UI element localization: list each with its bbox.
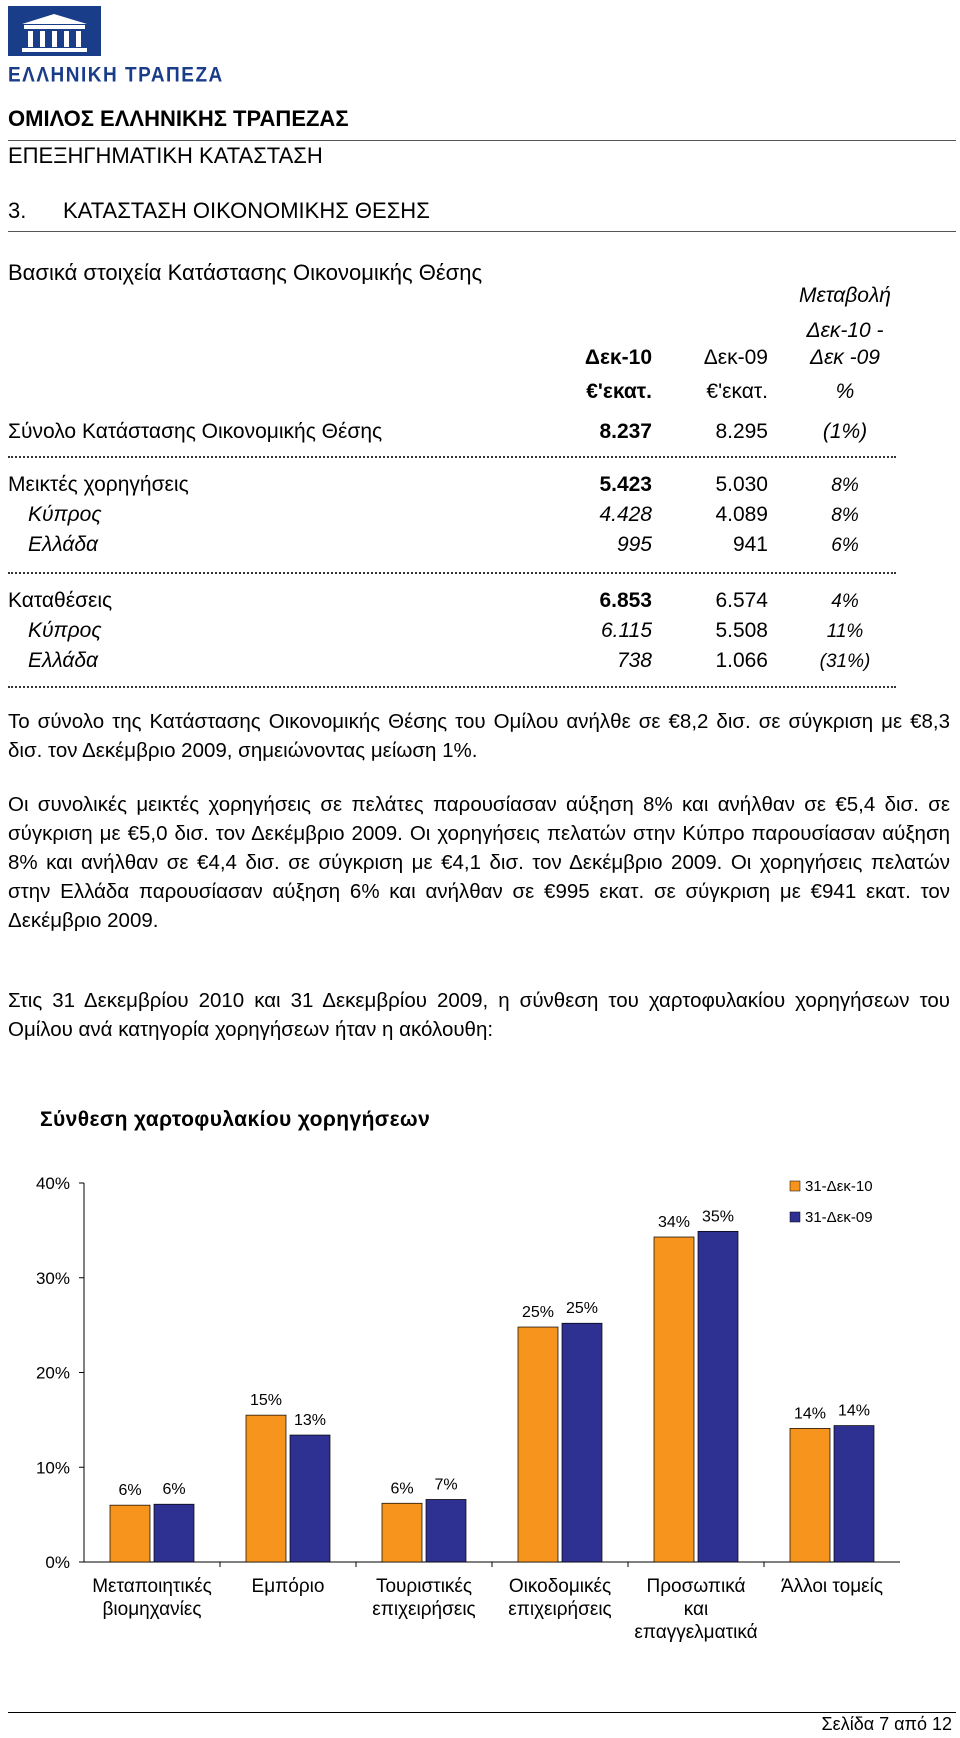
category-label: Τουριστικές — [375, 1576, 473, 1597]
data-label: 6% — [162, 1481, 186, 1499]
data-label: 13% — [293, 1412, 327, 1430]
data-label: 6% — [118, 1482, 142, 1500]
col2-header-unit: €'εκατ. — [706, 380, 768, 403]
bar-dec09 — [290, 1435, 330, 1562]
data-label: 14% — [837, 1402, 871, 1420]
table-row-label: Μεικτές χορηγήσεις — [8, 473, 189, 496]
bar-dec09 — [426, 1499, 466, 1562]
bar-dec09 — [834, 1426, 874, 1562]
table-row-label: Σύνολο Κατάστασης Οικονομικής Θέσης — [8, 420, 383, 443]
table-cell-dec10: 4.428 — [599, 503, 652, 526]
bar-dec09 — [698, 1231, 738, 1562]
table-cell-dec09: 1.066 — [715, 649, 768, 672]
col1-header: Δεκ-10 — [584, 346, 652, 369]
col3-header-line1: Μεταβολή — [799, 284, 891, 307]
table-cell-change: (31%) — [819, 651, 871, 672]
table-cell-dec09: 4.089 — [715, 503, 768, 526]
table-cell-dec09: 5.030 — [715, 473, 768, 496]
category-label: Οικοδομικές — [508, 1576, 612, 1597]
table-row-label: Ελλάδα — [28, 649, 99, 672]
table-cell-dec10: 6.115 — [601, 619, 652, 642]
data-label: 6% — [390, 1480, 414, 1498]
table-cell-change: 8% — [831, 505, 859, 526]
category-label: Εμπόριο — [251, 1576, 325, 1597]
category-label: επιχειρήσεις — [372, 1599, 476, 1620]
table-cell-dec10: 8.237 — [599, 420, 652, 443]
paragraph-loans: Οι συνολικές μεικτές χορηγήσεις σε πελάτες παρουσίασαν αύξηση 8% και ανήλθαν σε €5,4 δισ. σε σύγκριση με €5,0 δισ. τον Δεκέμβριο 2009. Οι χορηγήσεις πελατών στην Κύπρο παρουσίασαν αύξηση 8% και ανήλθαν σε €4,4 δισ. σε σύγκριση με €4,1 δισ. τον Δεκέμβριο 2009. Οι χορηγήσεις πελατών στην Ελλάδα παρουσίασαν αύξηση 6% και ανήλθαν σε €995 εκατ. σε σύγκριση με €941 εκατ. τον Δεκέμβριο 2009. — [8, 793, 950, 932]
y-tick-label: 0% — [45, 1553, 70, 1572]
col3-header-line2: Δεκ-10 - — [806, 319, 884, 342]
table-cell-dec10: 5.423 — [599, 473, 652, 496]
category-label: επιχειρήσεις — [508, 1599, 612, 1620]
table-cell-change: 6% — [831, 535, 859, 556]
table-row-label: Κύπρος — [28, 503, 102, 526]
col1-header-unit: €'εκατ. — [586, 380, 652, 403]
group-title: ΟΜΙΛΟΣ ΕΛΛΗΝΙΚΗΣ ΤΡΑΠΕΖΑΣ — [8, 106, 349, 131]
table-cell-dec09: 5.508 — [715, 619, 768, 642]
section-title: ΚΑΤΑΣΤΑΣΗ ΟΙΚΟΝΟΜΙΚΗΣ ΘΕΣΗΣ — [63, 198, 430, 223]
data-label: 25% — [565, 1300, 599, 1318]
table-cell-dec10: 995 — [616, 533, 652, 556]
legend-swatch — [790, 1212, 800, 1222]
category-label: Μεταποιητικές — [92, 1576, 212, 1597]
category-label: βιομηχανίες — [102, 1599, 202, 1620]
page-number: Σελίδα 7 από 12 — [821, 1714, 952, 1734]
report-title: ΕΠΕΞΗΓΗΜΑΤΙΚΗ ΚΑΤΑΣΤΑΣΗ — [8, 143, 323, 168]
y-tick-label: 10% — [35, 1458, 70, 1478]
table-cell-change: (1%) — [822, 420, 868, 443]
footer-divider — [8, 1712, 956, 1713]
chart-title: Σύνθεση χαρτοφυλακίου χορηγήσεων — [40, 1108, 431, 1131]
legend-label: 31-Δεκ-10 — [805, 1178, 873, 1195]
table-row-label: Καταθέσεις — [8, 589, 113, 612]
table-cell-dec09: 6.574 — [715, 589, 768, 612]
y-tick-label: 40% — [35, 1174, 70, 1193]
data-label: 15% — [249, 1392, 283, 1410]
bar-dec10 — [518, 1327, 558, 1562]
bar-dec09 — [154, 1504, 194, 1562]
paragraph-portfolio-intro: Στις 31 Δεκεμβρίου 2010 και 31 Δεκεμβρίου 2009, η σύνθεση του χαρτοφυλακίου χορηγήσεων του Ομίλου ανά κατηγορία χορηγήσεων ήταν η ακόλουθη: — [8, 989, 950, 1041]
y-tick-label: 30% — [35, 1268, 70, 1288]
y-tick-label: 20% — [35, 1363, 70, 1383]
table-subheading: Βασικά στοιχεία Κατάστασης Οικονομικής Θέσης — [8, 260, 483, 285]
logo-wordmark: ΕΛΛΗΝΙΚΗ ΤΡΑΠΕΖΑ — [8, 64, 224, 88]
data-label: 7% — [434, 1476, 458, 1494]
category-label: και — [683, 1599, 709, 1620]
data-label: 14% — [793, 1405, 827, 1423]
table-cell-dec09: 8.295 — [715, 420, 768, 443]
bar-dec10 — [246, 1415, 286, 1562]
table-row-label: Κύπρος — [28, 619, 102, 642]
col2-header: Δεκ-09 — [703, 346, 768, 369]
legend-label: 31-Δεκ-09 — [805, 1209, 873, 1226]
table-cell-dec10: 6.853 — [599, 589, 652, 612]
paragraph-balance-sheet: Το σύνολο της Κατάστασης Οικονομικής Θέσης του Ομίλου ανήλθε σε €8,2 δισ. σε σύγκριση με €8,3 δισ. τον Δεκέμβριο 2009, σημειώνοντας μείωση 1%. — [8, 710, 950, 762]
section-number: 3. — [8, 198, 27, 223]
col3-header-unit: % — [835, 380, 855, 403]
bar-dec10 — [382, 1503, 422, 1562]
bar-dec10 — [110, 1505, 150, 1562]
data-label: 34% — [657, 1214, 691, 1232]
col3-header-line3: Δεκ -09 — [809, 346, 880, 369]
table-row-label: Ελλάδα — [28, 533, 99, 556]
bar-dec09 — [562, 1323, 602, 1562]
category-label: Προσωπικά — [646, 1576, 746, 1597]
bar-dec10 — [790, 1428, 830, 1562]
category-label: επαγγελματικά — [634, 1622, 758, 1643]
legend-swatch — [790, 1181, 800, 1191]
table-cell-change: 4% — [831, 591, 859, 612]
table-cell-change: 11% — [826, 621, 864, 642]
table-cell-change: 8% — [831, 475, 859, 496]
category-label: Άλλοι τομείς — [780, 1576, 884, 1597]
table-cell-dec09: 941 — [732, 533, 768, 556]
data-label: 35% — [701, 1208, 735, 1226]
table-cell-dec10: 738 — [616, 649, 652, 672]
data-label: 25% — [521, 1304, 555, 1322]
bar-dec10 — [654, 1237, 694, 1562]
